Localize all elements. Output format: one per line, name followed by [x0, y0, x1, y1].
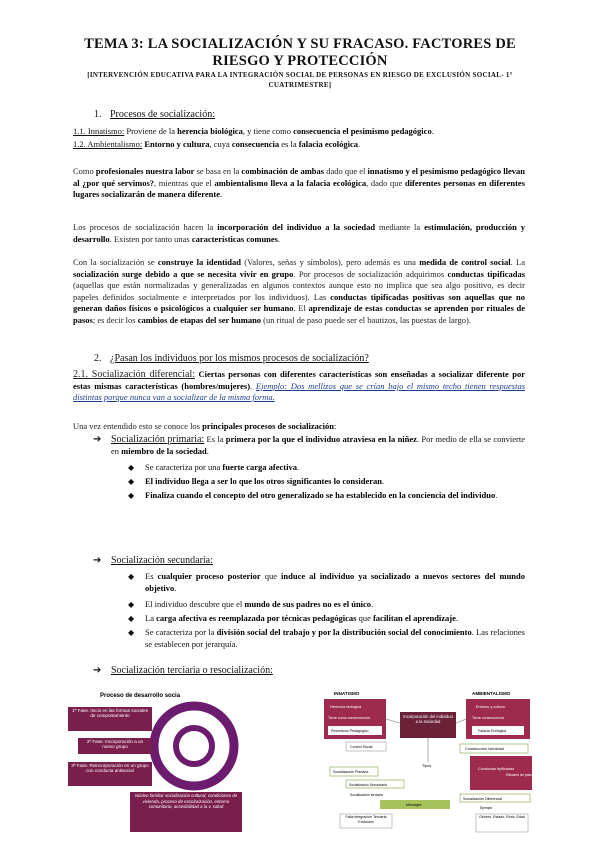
bold-text: principales procesos de socialización: [202, 421, 334, 431]
left-diagram-title: Proceso de desarrollo socia: [100, 693, 181, 699]
secundaria-bullet: [128, 627, 525, 650]
text: dado que el: [324, 166, 368, 176]
bold-text: construye la identidad: [157, 257, 241, 267]
bold-text: ambientalismo lleva a la falacia ecológica: [214, 177, 367, 188]
text: . Existen por tanto unas: [109, 233, 192, 244]
tipos-label: Tipos: [422, 764, 432, 768]
diferencial-label: Socialización Diferencial: [463, 797, 502, 801]
diamond-bullet-icon: ◆: [128, 614, 135, 623]
bold-text: incorporación del individuo a la sociedad: [217, 222, 376, 232]
phase-1-text-holder: [70, 708, 150, 730]
phase-2-text-holder: [80, 739, 150, 753]
title-line-1: TEMA 3: LA SOCIALIZACIÓN Y SU FRACASO. FACTORES DE: [84, 36, 516, 52]
secundaria-bullet: [128, 613, 525, 625]
terciaria-item: [93, 665, 525, 677]
text: (un ritual de paso puede ser el bautizos, las puestas de largo).: [261, 314, 471, 325]
diamond-bullet-icon: ◆: [128, 491, 135, 500]
text: Se caracteriza por la: [145, 627, 217, 637]
text: que: [260, 571, 282, 581]
text: .: [455, 613, 459, 623]
right-diagram: [320, 688, 536, 840]
ring-shape: [154, 706, 234, 786]
bold-text: profesionales nuestra labor: [95, 166, 195, 176]
text: Es la: [204, 434, 226, 444]
primaria-bullet: [128, 476, 525, 488]
innatismo-line: [73, 126, 434, 137]
ring-shape: [176, 728, 212, 764]
text: se basa en la: [194, 166, 242, 176]
section-1-title: Procesos de socialización:: [110, 109, 215, 120]
bold-text: primera por la que el individuo atraviesa en la niñez: [225, 434, 417, 444]
secundaria-label: Socialización Secundaria: [349, 783, 387, 787]
diamond-bullet-icon: ◆: [128, 463, 135, 472]
text: . Por medio de ella se convierte en: [111, 434, 525, 456]
paragraph-diferencial: [73, 369, 525, 404]
text: . Las relaciones se establecen por jerarquía.: [145, 627, 525, 649]
diamond-bullet-icon: ◆: [128, 600, 135, 609]
bold-text: facilitan el aprendizaje: [372, 613, 456, 623]
bold-text: características comunes: [191, 233, 278, 244]
section-2-title: ¿Pasan los individuos por los mismos procesos de socialización?: [110, 353, 369, 364]
text: . El: [293, 303, 309, 314]
diamond-bullet-icon: ◆: [128, 572, 135, 581]
text: .: [357, 139, 361, 149]
conductas-label: Conductas tipificadas: [478, 767, 515, 771]
connector-line: [456, 719, 466, 723]
paragraph-combinacion: [73, 166, 525, 201]
mensajes-label: Mensajes: [406, 803, 422, 807]
bold-text: carga afectiva es reemplazada por técnicas pedagógicas: [156, 613, 357, 623]
diamond-bullet-icon: ◆: [128, 628, 135, 637]
integracion-text-holder: [342, 815, 390, 827]
text: Es: [145, 571, 158, 581]
text: . Por procesos de socialización adquirimos: [293, 268, 448, 279]
left-diagram-svg: [66, 688, 246, 838]
center-text: Incorporación del individuo a la sociedad: [403, 714, 453, 725]
primaria-item: [93, 434, 525, 457]
ambientalismo-heading: AMBIENTALISMO: [472, 691, 511, 696]
text: :: [333, 421, 337, 431]
arrow-icon: ➔: [93, 434, 102, 445]
tiene-consec-label: Tiene consecuencia: [472, 716, 504, 720]
text: Una vez entendido esto se conoce los: [73, 421, 203, 431]
bold-text: mundo de sus padres no es el único: [244, 599, 372, 609]
integracion-text: Falta integración Terciaria Exclusión: [345, 815, 387, 824]
innatismo-label: 1.1. Innatismo:: [73, 126, 125, 136]
bold-text: conductas tipificadas: [447, 268, 526, 279]
falacia-label: Falacia Ecológica: [478, 729, 507, 733]
pesimismo-label: Pesimismo Pedagógico: [331, 729, 369, 733]
text: Se caracteriza por una: [145, 462, 223, 472]
paragraph-incorporacion: [73, 222, 525, 245]
consecuencia-label: Tiene como consecuencia: [328, 716, 370, 720]
phase-1-text: 1ª Fase. Inicio en las formas sociales de comportamiento: [72, 708, 148, 719]
secundaria-bullet: [128, 599, 525, 611]
control-label: Control Social: [350, 745, 373, 749]
text: (aquellas que están normalizadas y generalizadas en algunos contextos aunque esto no implica que sea algo positivo, es decir papeles definidos socialmente e interpretados por los individuos). Las: [73, 280, 525, 302]
bold-text: Finaliza cuando el concepto del otro generalizado se ha establecido en la conciencia del individuo: [145, 490, 496, 500]
secundaria-heading: Socialización secundaria:: [111, 555, 213, 566]
left-diagram: [66, 688, 246, 838]
paragraph-intro-procesos: [73, 421, 525, 433]
construccion-label: Construcción Identidad: [465, 747, 504, 751]
text: , y tiene como: [242, 126, 294, 136]
primaria-bullet: [128, 490, 525, 502]
herencia-label: Herencia biológica: [330, 705, 362, 709]
text: .: [220, 189, 223, 200]
text: mediante la: [375, 222, 425, 232]
bold-text: conductas tipificadas positivas son aquellas que no generan daños físicos o psicológicos a cualquier ser humano: [73, 291, 525, 314]
bold-text: estimulación, producción y desarrollo: [73, 222, 525, 244]
ambientalismo-label: 1.2. Ambientalismo:: [73, 139, 143, 149]
text: .: [371, 599, 374, 609]
example-text: Ejemplo: Dos mellizos que se crían bajo el mismo techo tienen respuestas distintas porque nunca van a socializar de la misma forma.: [73, 380, 526, 403]
section-1-heading: [94, 109, 215, 120]
bold-text: división social del trabajo y por la distribución social del conocimiento: [216, 627, 472, 637]
phase-3-text: 3ª Fase. Reincorporación en un grupo con conducta antisocial: [71, 763, 149, 774]
text: (Valores, señas y símbolos), pero además es una: [240, 257, 420, 267]
diferencial-label: 2.1. Socialización diferencial:: [73, 369, 196, 380]
bold-text: socialización surge debido a que se necesita vivir en grupo: [73, 268, 294, 279]
ambientalismo-line: [73, 139, 360, 150]
bold-text: miembro de la sociedad: [121, 445, 207, 456]
text: .: [278, 233, 281, 244]
bold-text: Entorno y cultura: [142, 139, 210, 149]
bold-text: aprendizaje de estas conductas se aprenden por rituales de pasos: [73, 303, 525, 325]
section-1-number: 1.: [94, 109, 102, 120]
center-text-holder: [402, 714, 454, 736]
text: Proviene de la: [124, 126, 178, 136]
text: es la: [279, 139, 299, 149]
text: , dado que: [366, 177, 405, 188]
bold-text: El individuo llega a ser lo que los otros significantes lo consideran: [145, 476, 383, 486]
text: ; es decir los: [92, 314, 138, 325]
bold-text: fuerte carga afectiva: [222, 462, 297, 472]
bold-text: diferentes personas en diferentes lugares socializarán de manera diferente: [73, 177, 525, 200]
bold-text: consecuencia el pesimismo pedagógico: [293, 126, 432, 136]
terciaria-heading: Socialización terciaria o resocialización:: [111, 665, 273, 676]
text: Los procesos de socialización hacen la: [73, 222, 218, 232]
text: .: [382, 476, 385, 486]
rituales-label: Rituales de paso: [506, 773, 533, 777]
text: La: [145, 613, 157, 623]
bold-text: medida de control social: [419, 257, 511, 267]
bold-text: combinación de ambas: [241, 166, 325, 176]
bold-text: herencia biológica: [177, 126, 243, 136]
primaria-label: Socialización Primaria: [333, 770, 369, 774]
bold-text: falacia ecológica: [298, 139, 358, 149]
innatismo-heading: INNATISMO: [334, 691, 360, 696]
arrow-icon: ➔: [93, 555, 102, 566]
text: Como: [73, 166, 96, 176]
paragraph-identidad: [73, 257, 525, 327]
diamond-bullet-icon: ◆: [128, 477, 135, 486]
primaria-heading: Socialización primaria:: [111, 434, 205, 445]
title-line-2: RIESGO Y PROTECCIÓN: [212, 53, 388, 69]
genero-text-holder: [478, 815, 526, 831]
text: Con la socialización se: [73, 257, 158, 267]
connector-line: [386, 719, 400, 723]
nucleo-text: Núcleo familiar socialización cultural, condiciones de vivienda, proceso de escolarización, entorno comunitario, accesibilidad a la v. salud: [134, 793, 238, 810]
document-subtitle: [75, 70, 525, 90]
genero-text: Género, Estado, Etnia, Edad: [479, 815, 525, 819]
bold-text: consecuencia: [231, 139, 280, 149]
phase-3-text-holder: [70, 763, 150, 785]
arrow-icon: ➔: [93, 665, 102, 676]
bold-text: innatismo y el pesimismo pedagógico llevan al ¿por qué servimos?: [73, 166, 526, 188]
text: .: [206, 445, 209, 456]
primaria-text: [93, 434, 525, 457]
subtitle-line-1: [INTERVENCIÓN EDUCATIVA PARA LA INTEGRACIÓN SOCIAL DE PERSONAS EN RIESGO DE EXCLUSIÓN SOCIAL- 1°: [87, 71, 513, 79]
text: . La: [510, 257, 525, 267]
text: , cuya: [209, 139, 232, 149]
text: , mientras que el: [154, 177, 215, 188]
subtitle-line-2: CUATRIMESTRE]: [268, 81, 332, 89]
text: .: [174, 582, 177, 593]
entorno-label: Entorno y cultura: [476, 705, 505, 709]
bold-text: induce al individuo ya socializado a nuevos sectores del mundo objetivo: [145, 571, 525, 593]
document-title: [60, 36, 540, 70]
section-2-heading: [94, 353, 369, 364]
text: .: [495, 490, 498, 500]
terciaria-label: Socialización terciaria: [350, 793, 383, 797]
bold-text: cambios de etapas del ser humano: [137, 314, 262, 325]
text: .: [431, 126, 434, 136]
right-diagram-svg: [320, 688, 536, 840]
ejemplo-label: Ejemplo: [480, 806, 493, 810]
text: .: [296, 462, 300, 472]
bold-text: Ciertas personas con diferentes características son enseñadas a socializar diferente por estas mismas características (hombres/mujeres): [73, 369, 525, 391]
section-2-number: 2.: [94, 353, 102, 364]
nucleo-text-holder: [132, 793, 240, 831]
secundaria-bullet: [128, 571, 525, 594]
bold-text: cualquier proceso posterior: [157, 571, 261, 581]
text: que: [356, 613, 373, 623]
secundaria-item: [93, 555, 525, 567]
phase-2-text: 2ª Fase. Incorporación a un nuevo grupo: [86, 739, 144, 750]
text: El individuo descubre que el: [145, 599, 245, 609]
text: .: [250, 380, 256, 391]
primaria-bullet: [128, 462, 525, 474]
